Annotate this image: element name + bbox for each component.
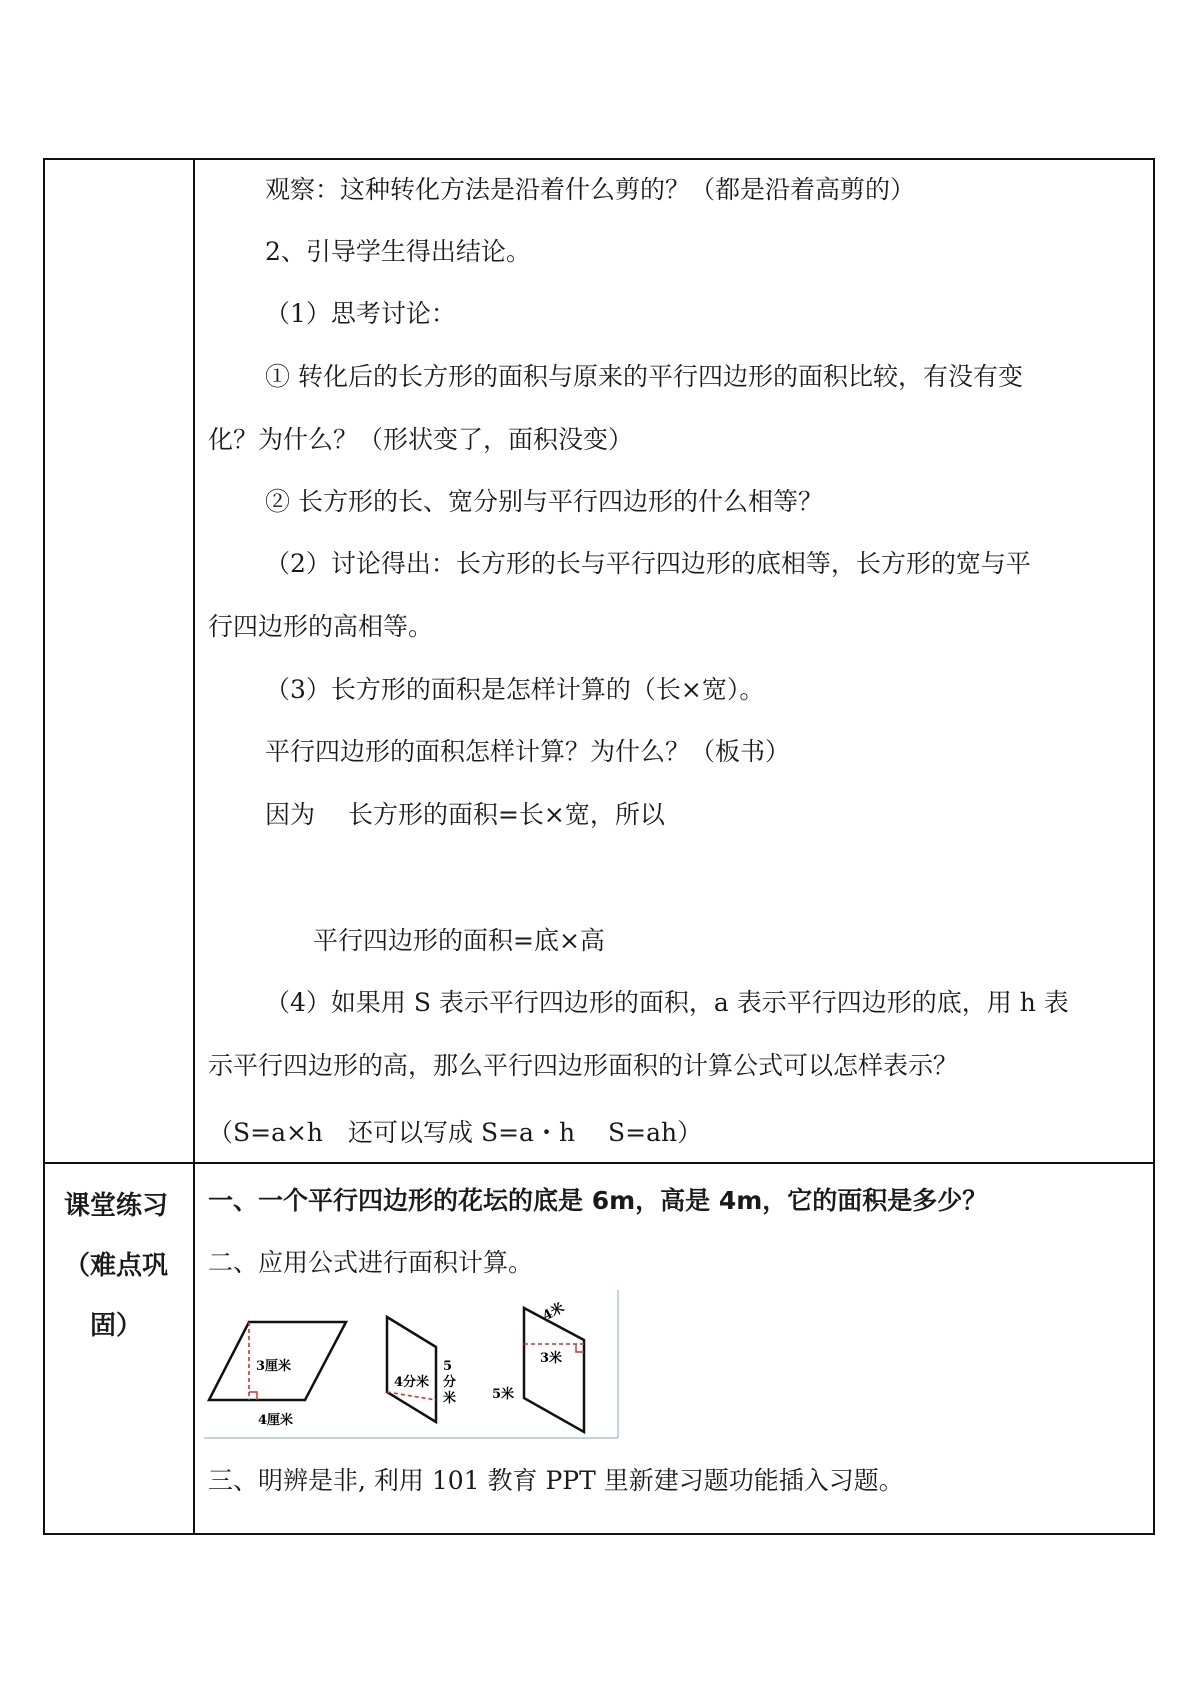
text-line-10: 平行四边形的面积怎样计算？为什么？（板书）: [265, 737, 791, 766]
text-line-5: 化？为什么？（形状变了，面积没变）: [208, 425, 634, 454]
parallelogram-1-base-label: 4厘米: [258, 1413, 294, 1428]
parallelogram-3-side-label: 5米: [492, 1387, 515, 1402]
text-line-6: ② 长方形的长、宽分别与平行四边形的什么相等？: [265, 487, 823, 516]
parallelogram-3-top-label: 4米: [540, 1300, 567, 1325]
text-line-8: 行四边形的高相等。: [208, 612, 434, 641]
practice-item-2: 二、应用公式进行面积计算。: [208, 1248, 534, 1277]
column-divider: [193, 160, 195, 1533]
parallelogram-2-side-label-1: 5: [443, 1359, 453, 1374]
text-line-9: （3）长方形的面积是怎样计算的（长×宽）。: [265, 675, 765, 704]
parallelogram-3: [492, 1300, 584, 1432]
text-line-2: 2、引导学生得出结论。: [265, 237, 531, 266]
parallelogram-1-height-label: 3厘米: [256, 1359, 292, 1374]
parallelogram-1: [209, 1322, 346, 1428]
text-line-4: ① 转化后的长方形的面积与原来的平行四边形的面积比较，有没有变: [265, 362, 1023, 391]
text-line-7: （2）讨论得出：长方形的长与平行四边形的底相等，长方形的宽与平: [265, 549, 1031, 578]
parallelogram-3-shape: [524, 1308, 584, 1432]
text-line-12: 平行四边形的面积=底×高: [313, 926, 605, 955]
parallelogram-2-side-label-2: 分: [443, 1375, 457, 1390]
parallelogram-2-base-label: 4分米: [394, 1375, 430, 1390]
parallelogram-2-shape: [387, 1317, 436, 1422]
text-line-11: 因为 长方形的面积=长×宽，所以: [265, 800, 665, 829]
practice-item-1: 一、一个平行四边形的花坛的底是 6m，高是 4m，它的面积是多少？: [208, 1186, 988, 1215]
text-line-3: （1）思考讨论：: [265, 299, 456, 328]
left-label-line-2: （难点巩: [64, 1251, 169, 1281]
left-label-line-1: 课堂练习: [64, 1191, 169, 1221]
row-divider: [45, 1162, 1153, 1164]
text-line-13: （4）如果用 S 表示平行四边形的面积，a 表示平行四边形的底，用 h 表: [265, 988, 1069, 1017]
practice-item-3: 三、明辨是非, 利用 101 教育 PPT 里新建习题功能插入习题。: [208, 1466, 904, 1495]
parallelogram-figures: [204, 1290, 620, 1440]
parallelogram-2-side-label-3: 米: [443, 1391, 457, 1406]
text-line-14: 示平行四边形的高，那么平行四边形面积的计算公式可以怎样表示？: [208, 1051, 959, 1080]
text-line-15: （S=a×h 还可以写成 S=a・h S=ah）: [208, 1118, 703, 1147]
text-line-1: 观察：这种转化方法是沿着什么剪的？（都是沿着高剪的）: [265, 175, 916, 204]
left-label-line-3: 固）: [90, 1311, 143, 1341]
parallelogram-3-height-label: 3米: [540, 1351, 563, 1366]
parallelogram-2: [387, 1317, 456, 1422]
